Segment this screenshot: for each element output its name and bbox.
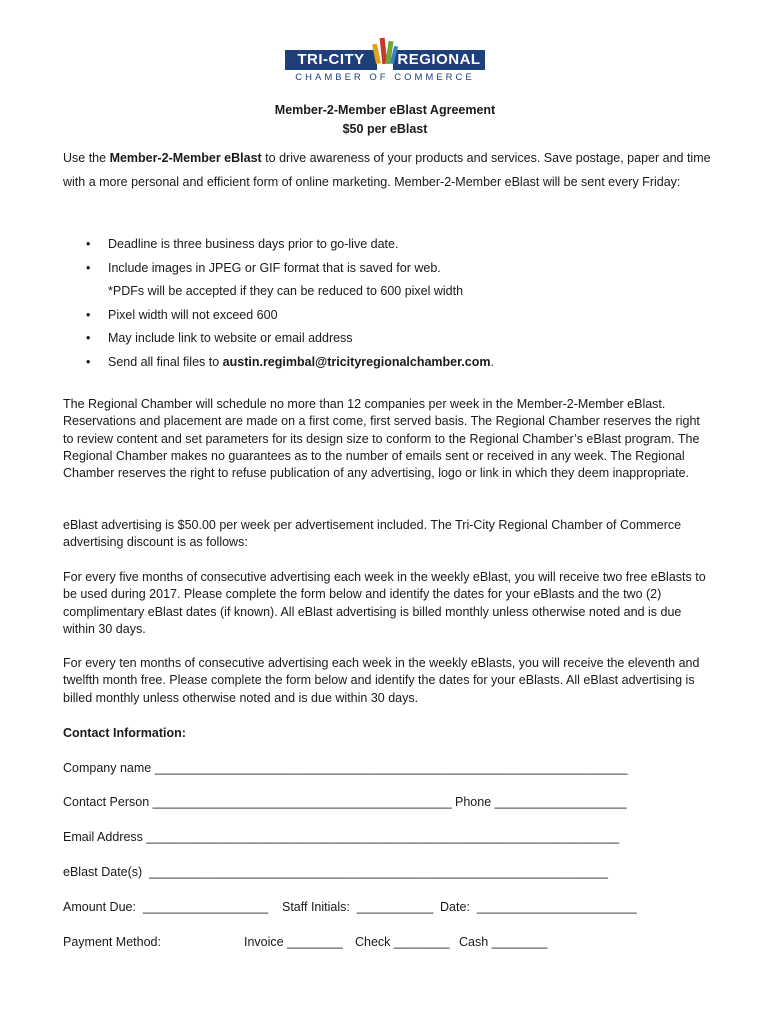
company-name-field[interactable]: Company name ____________________________________________________________________	[63, 761, 628, 775]
check-field[interactable]: Check ________	[355, 935, 450, 949]
document-title: Member-2-Member eBlast Agreement	[274, 103, 496, 117]
cash-field[interactable]: Cash ________	[459, 935, 548, 949]
ten-month-discount-paragraph: For every ten months of consecutive advertising each week in the weekly eBlasts, you will receive the eleventh and twelfth month free. Please complete the form below and identify the dates for your eBlasts. All eBlast advertising is billed monthly unless otherwise noted and is due within 30 days.	[63, 656, 700, 705]
list-item-text: May include link to website or email address	[108, 331, 353, 345]
date-field[interactable]: Date: _______________________	[440, 900, 637, 914]
submission-email[interactable]: austin.regimbal@tricityregionalchamber.com	[222, 354, 491, 369]
bullet-icon: •	[86, 354, 91, 369]
bullet-icon: •	[86, 260, 91, 275]
contact-person-field[interactable]: Contact Person ___________________________________________	[63, 795, 452, 809]
list-item-text: Include images in JPEG or GIF format that is saved for web.	[108, 260, 441, 275]
pricing-paragraph: eBlast advertising is $50.00 per week per advertisement included. The Tri-City Regional Chamber of Commerce advertising discount is as follows:	[63, 518, 682, 550]
list-item	[86, 351, 706, 375]
invoice-field[interactable]: Invoice ________	[244, 935, 343, 949]
chamber-logo	[285, 42, 485, 86]
city-skyline-icon	[371, 34, 399, 64]
list-item-text: Pixel width will not exceed 600	[108, 307, 278, 322]
list-item	[86, 327, 706, 351]
logo-left-text: TRI-CITY	[285, 50, 377, 70]
list-item-text: Send all final files to	[108, 354, 223, 369]
bullet-icon: •	[86, 331, 91, 345]
scheduling-paragraph: The Regional Chamber will schedule no more than 12 companies per week in the Member-2-Member eBlast. Reservations and placement are made on a first come, first served basis. The Regional Chamber reserves the right to review content and set parameters for its design size to conform to the Regional Chamber’s eBlast program. The Regional Chamber makes no guarantees as to the number of emails sent or received in any week. The Regional Chamber reserves the right to refuse publication of any advertising, logo or link in which they deem inappropriate.	[63, 397, 700, 481]
list-item	[86, 304, 706, 328]
eblast-dates-field[interactable]: eBlast Date(s) __________________________________________________________________	[63, 865, 608, 879]
phone-field[interactable]: Phone ___________________	[455, 795, 627, 809]
email-address-field[interactable]: Email Address ____________________________________________________________________	[63, 830, 620, 844]
logo-subtitle: CHAMBER OF COMMERCE	[295, 72, 475, 83]
intro-paragraph	[63, 147, 713, 194]
list-item-text: Deadline is three business days prior to go-live date.	[108, 237, 399, 251]
amount-due-field[interactable]: Amount Due: __________________	[63, 900, 269, 914]
bullet-icon: •	[86, 307, 91, 322]
five-month-discount-paragraph: For every five months of consecutive advertising each week in the weekly eBlast, you will receive two free eBlasts to be used during 2017. Please complete the form below and identify the dates for your eBlasts and the two (2) complimentary eBlast dates (if known). All eBlast advertising is billed monthly unless otherwise noted and is due within 30 days.	[63, 570, 706, 636]
list-item-note: *PDFs will be accepted if they can be reduced to 600 pixel width	[108, 284, 464, 298]
list-item	[86, 257, 706, 281]
intro-pre: Use the	[63, 151, 110, 165]
intro-bold: Member-2-Member eBlast	[109, 151, 262, 165]
staff-initials-field[interactable]: Staff Initials: ___________	[282, 900, 434, 914]
intro-post: to drive awareness of your products and services. Save postage, paper and time with a more personal and efficient form of online marketing. Member-2-Member eBlast will be sent every Friday:	[63, 151, 711, 189]
logo-right-text: REGIONAL	[393, 50, 485, 70]
contact-heading: Contact Information:	[63, 726, 186, 740]
requirements-list	[86, 233, 706, 374]
document-price: $50 per eBlast	[342, 122, 428, 136]
bullet-icon: •	[86, 237, 91, 251]
list-item-period: .	[490, 354, 494, 369]
list-item	[86, 233, 706, 257]
payment-method-label: Payment Method:	[63, 935, 161, 949]
